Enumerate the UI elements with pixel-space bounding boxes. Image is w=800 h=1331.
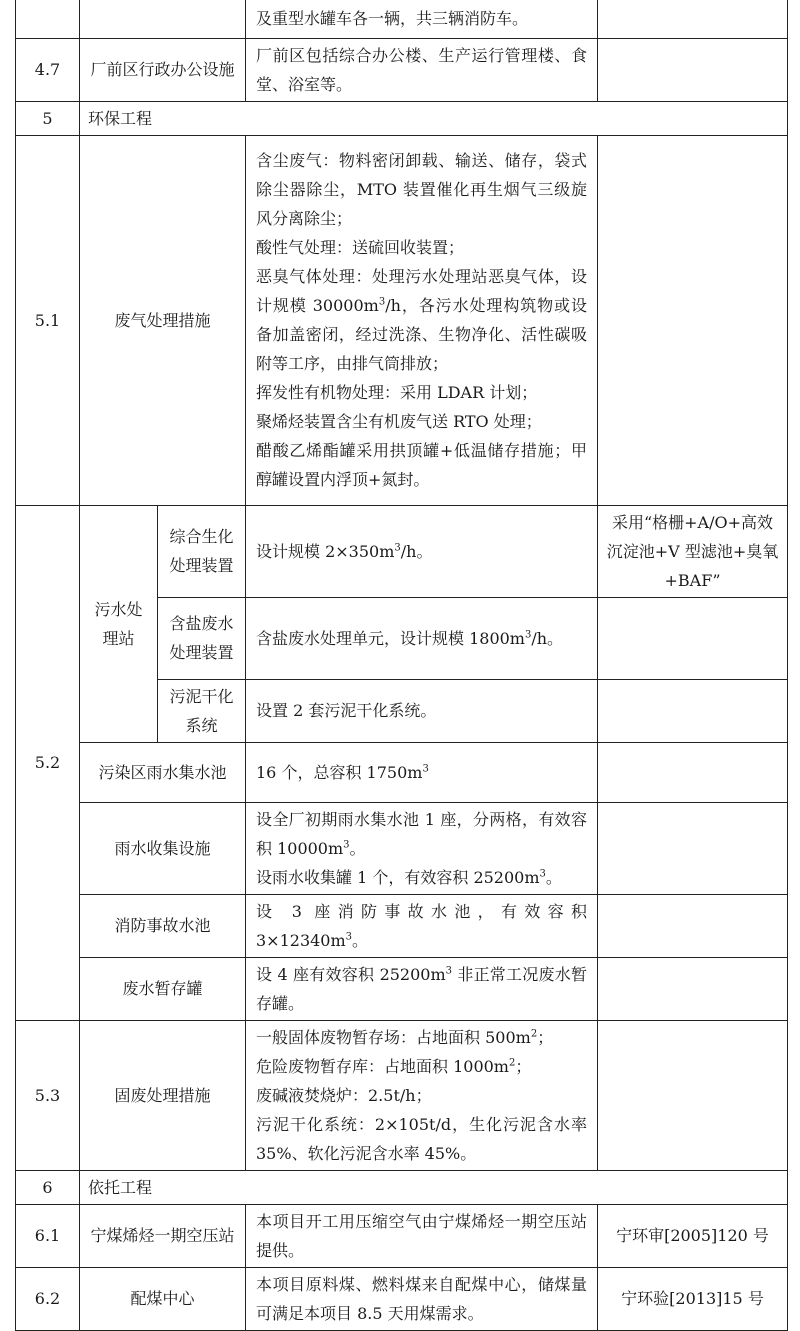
row-content: 一般固体废物暂存场：占地面积 $500m^2$； 危险废物暂存库：占地面积 $1000m^2$； 废碱液焚烧炉：2.5t/h； 污泥干化系统：2×105t/d，生化污泥含水率 35%、软化污泥含水率 45%。	[246, 1020, 598, 1170]
station-name: 污水处理站	[80, 505, 158, 742]
table-row	[16, 802, 788, 894]
table-row	[16, 38, 788, 101]
table-row	[16, 957, 788, 1020]
sub-item-name: 综合生化处理装置	[158, 505, 246, 597]
sub-item-name: 污泥干化系统	[158, 679, 246, 742]
row-content: 设 3 座消防事故水池，有效容积 $3\times 12340m^3$。	[246, 894, 598, 957]
row-note: 宁环验[2013]15 号	[598, 1267, 788, 1330]
row-number: 6.2	[16, 1267, 80, 1330]
row-content: 含尘废气：物料密闭卸载、输送、储存，袋式除尘器除尘，MTO 装置催化再生烟气三级旋风分离除尘； 酸性气处理：送硫回收装置； 恶臭气体处理：处理污水处理站恶臭气体，设计规模 $30000m^3/h$，各污水处理构筑物或设备加盖密闭，经过洗涤、生物净化、活性碳吸附等工序，由排气筒排放； 挥发性有机物处理：采用 LDAR 计划； 聚烯烃装置含尘有机废气送 RTO 处理； 醋酸乙烯酯罐采用拱顶罐+低温储存措施；甲醇罐设置内浮顶+氮封。	[246, 135, 598, 505]
table-row	[16, 135, 788, 505]
section-name: 环保工程	[80, 101, 788, 135]
row-name: 固废处理措施	[80, 1020, 246, 1170]
row-name: 消防事故水池	[80, 894, 246, 957]
table-row	[16, 1267, 788, 1330]
row-name: 废气处理措施	[80, 135, 246, 505]
row-content: 设全厂初期雨水集水池 1 座，分两格，有效容积 $10000m^3$。 设雨水收集罐 1 个，有效容积 $25200m^3$。	[246, 802, 598, 894]
row-name: 污染区雨水集水池	[80, 742, 246, 802]
table-row	[16, 101, 788, 135]
row-content: 设置 2 套污泥干化系统。	[246, 679, 598, 742]
row-number: 5.2	[16, 505, 80, 1020]
table-row	[16, 1170, 788, 1204]
row-number: 4.7	[16, 38, 80, 101]
row-name: 废水暂存罐	[80, 957, 246, 1020]
row-content: 16 个，总容积 $1750m^3$	[246, 742, 598, 802]
row-content: 设计规模 $2\times 350m^3/h$。	[246, 505, 598, 597]
row-name: 配煤中心	[80, 1267, 246, 1330]
section-name: 依托工程	[80, 1170, 788, 1204]
sub-item-name: 含盐废水处理装置	[158, 597, 246, 679]
row-content: 设 4 座有效容积 $25200m^3$ 非正常工况废水暂存罐。	[246, 957, 598, 1020]
table-row	[16, 0, 788, 38]
row-number: 5.3	[16, 1020, 80, 1170]
row-note: 宁环审[2005]120 号	[598, 1204, 788, 1267]
table-row	[16, 1204, 788, 1267]
row-number: 5	[16, 101, 80, 135]
row-content: 厂前区包括综合办公楼、生产运行管理楼、食堂、浴室等。	[246, 38, 598, 101]
table-row	[16, 742, 788, 802]
row-content: 本项目原料煤、燃料煤来自配煤中心，储煤量可满足本项目 8.5 天用煤需求。	[246, 1267, 598, 1330]
row-content: 含盐废水处理单元，设计规模 $1800m^3/h$。	[246, 597, 598, 679]
table-row	[16, 894, 788, 957]
row-name: 雨水收集设施	[80, 802, 246, 894]
row-name: 宁煤烯烃一期空压站	[80, 1204, 246, 1267]
table-row	[16, 1020, 788, 1170]
table-row	[16, 505, 788, 597]
row-number: 5.1	[16, 135, 80, 505]
row-content: 本项目开工用压缩空气由宁煤烯烃一期空压站提供。	[246, 1204, 598, 1267]
row-name: 厂前区行政办公设施	[80, 38, 246, 101]
row-note: 采用“格栅+A/O+高效沉淀池+V 型滤池+臭氧+BAF”	[598, 505, 788, 597]
project-table	[15, 0, 788, 1331]
row-number: 6	[16, 1170, 80, 1204]
row-number: 6.1	[16, 1204, 80, 1267]
row-content: 及重型水罐车各一辆，共三辆消防车。	[246, 0, 598, 38]
